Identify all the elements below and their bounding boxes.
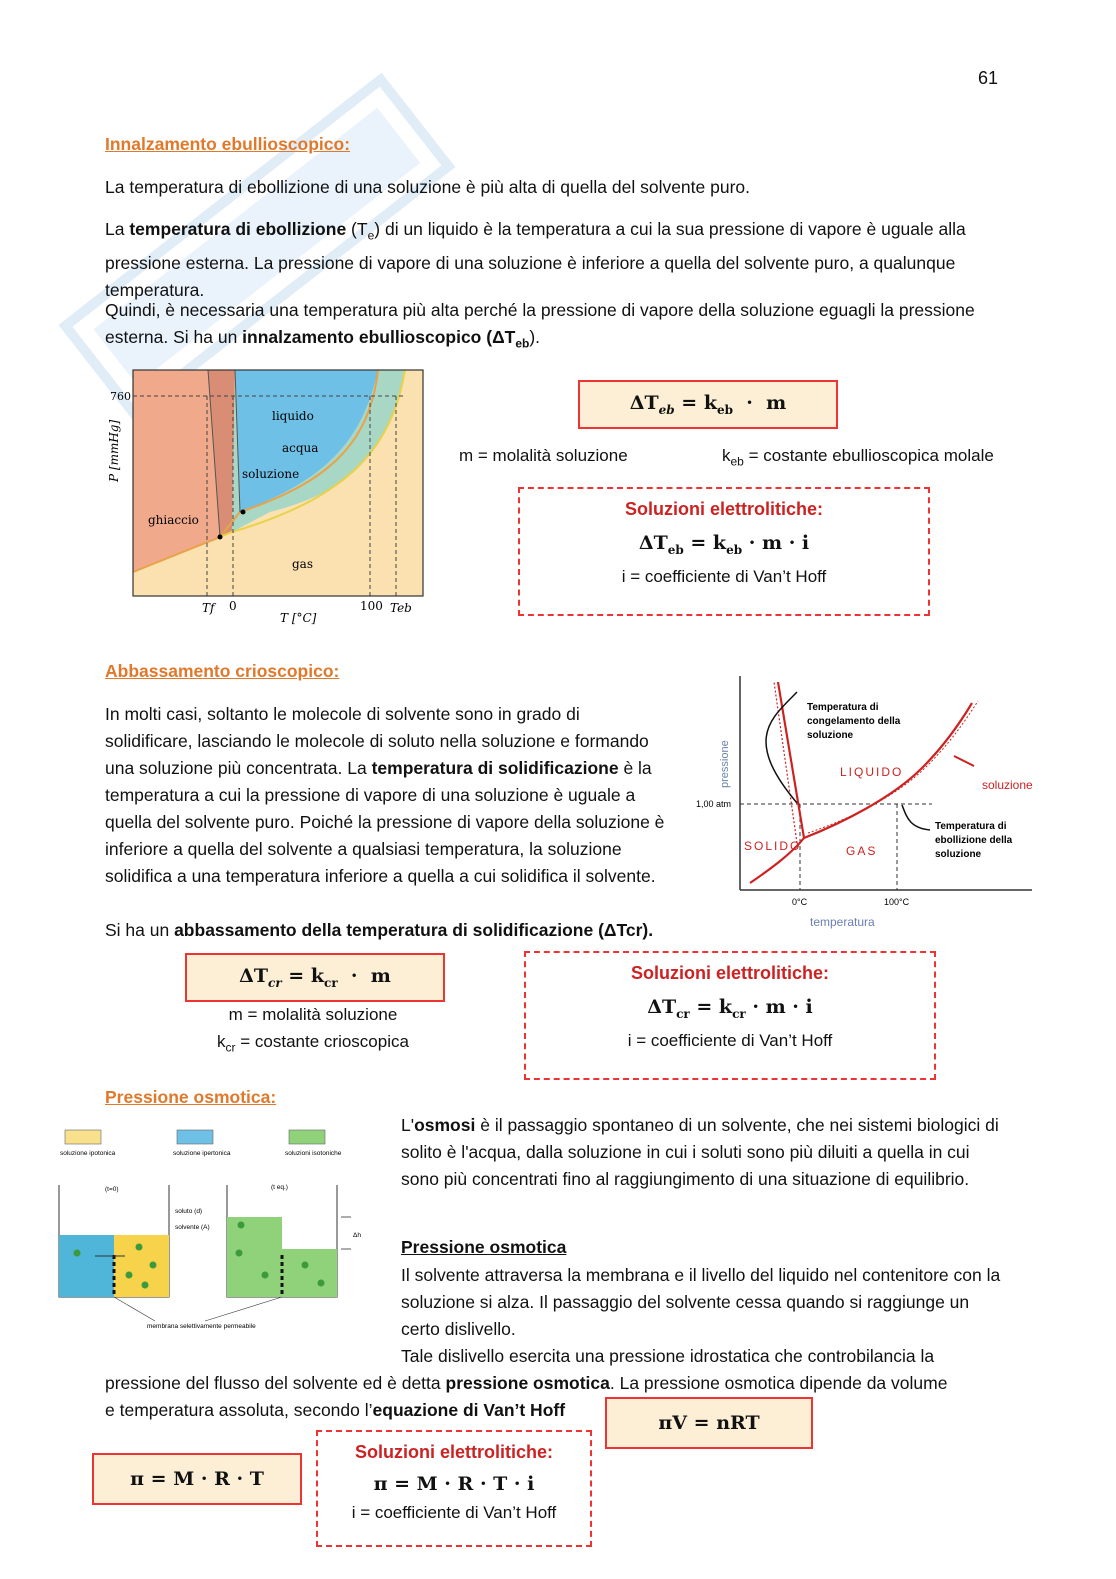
svg-text:soluto (d): soluto (d) — [175, 1208, 203, 1215]
legend-ipotonica: soluzione ipotonica — [60, 1150, 116, 1157]
electrolytic-formula: π = M · R · T · i — [373, 1473, 535, 1495]
electrolytic-title: Soluzioni elettrolitiche: — [354, 1442, 553, 1462]
tick-100c: 100°C — [884, 897, 910, 907]
label-gas: GAS — [846, 844, 878, 858]
legend-m: m = molalità soluzione — [228, 1005, 398, 1024]
electrolytic-formula: $\Delta T_{eb} = k_{eb} \cdot m \cdot i$ — [638, 532, 810, 557]
tick-atm: 1,00 atm — [696, 799, 732, 809]
tick-760: 760 — [110, 390, 131, 403]
electrolytic-title: Soluzioni elettrolitiche: — [630, 963, 829, 983]
paragraph: In molti casi, soltanto le molecole di solvente sono in grado di solidificare, lasciando le molecole di soluto nella soluzione e formando una soluzione più concentrata. La temperatura di solidificazione è la temperatura a cui la pressione di vapore di una soluzione è uguale a quella del solvente puro. Poiché la pressione di vapore della soluzione è inferiore a quella del solvente a qualsiasi temperatura, la soluzione solidifica a una temperatura inferiore a quella a cui solidifica il solvente. — [105, 704, 665, 886]
tick-100: 100 — [360, 599, 383, 613]
label-ghiaccio: ghiaccio — [148, 513, 199, 527]
legend-m: m = molalità soluzione — [459, 446, 628, 465]
label-soluzione: soluzione — [982, 778, 1033, 792]
electrolytic-formula: $\Delta T_{cr} = k_{cr} \cdot m \cdot i$ — [647, 996, 813, 1021]
paragraph: pressione del flusso del solvente ed è detta pressione osmotica. La pressione osmotica dipende da volume — [105, 1373, 948, 1393]
svg-text:ebollizione della: ebollizione della — [935, 835, 1013, 846]
vanthoff-note: i = coefficiente di Van’t Hoff — [627, 1030, 833, 1050]
heading-abbassamento: Abbassamento crioscopico: — [105, 661, 340, 681]
svg-text:soluzione: soluzione — [807, 730, 854, 741]
x-axis-label: temperatura — [810, 915, 875, 929]
tick-0: 0 — [229, 599, 237, 613]
formula-box-osmotic: π = M · R · T — [92, 1453, 302, 1505]
formula-box-cryoscopic: $\Delta T_{cr} = k_{cr} \cdot m$ — [185, 953, 445, 1002]
phase-diagram-cryoscopic — [692, 668, 1042, 938]
tick-teb: Teb — [390, 601, 412, 615]
vanthoff-note: i = coefficiente di Van’t Hoff — [621, 566, 827, 586]
svg-text:congelamento della: congelamento della — [807, 716, 901, 727]
vanthoff-note: i = coefficiente di Van’t Hoff — [351, 1503, 557, 1522]
svg-text:(t=0): (t=0) — [105, 1186, 119, 1193]
page-number: 61 — [978, 68, 999, 88]
y-axis-label: P [mmHg] — [107, 419, 121, 482]
electrolytic-box-cryoscopic — [524, 951, 936, 1080]
svg-text:solvente (A): solvente (A) — [175, 1224, 210, 1231]
formula-box-van-t-hoff: πV = nRT — [605, 1397, 813, 1449]
paragraph: Tale dislivello esercita una pressione idrostatica che controbilancia la — [401, 1346, 935, 1366]
label-membrana: membrana selettivamente permeabile — [147, 1323, 256, 1330]
paragraph: La temperatura di ebollizione $(T_e)$ di un liquido è la temperatura a cui la sua pressione di vapore è uguale alla pressione esterna. La pressione di vapore di una soluzione è inferiore a quella del solvente puro, a qualunque temperatura. — [105, 219, 966, 300]
svg-text:Δh: Δh — [353, 1232, 361, 1239]
y-axis-label: pressione — [719, 740, 731, 788]
heading-innalzamento: Innalzamento ebullioscopico: — [105, 134, 351, 154]
label-soluzione: soluzione — [242, 467, 300, 481]
subheading-pressione-osmotica: Pressione osmotica — [401, 1237, 567, 1257]
paragraph: L'osmosi è il passaggio spontaneo di un solvente, che nei sistemi biologici di solito è l'acqua, dalla soluzione in cui i soluti sono più diluiti a quella in cui sono più concentrati fino al raggiungimento di una situazione di equilibrio. — [401, 1115, 999, 1189]
svg-text:soluzione: soluzione — [935, 849, 982, 860]
svg-text:(t eq.): (t eq.) — [271, 1184, 288, 1191]
tick-0c: 0°C — [792, 897, 808, 907]
x-axis-label: T [°C] — [280, 611, 317, 625]
electrolytic-box-ebullioscopic — [518, 487, 930, 616]
paragraph: La temperatura di ebollizione di una soluzione è più alta di quella del solvente puro. — [105, 177, 751, 197]
label-gas: gas — [292, 557, 313, 571]
phase-diagram-ebullioscopic — [100, 362, 430, 632]
paragraph: Il solvente attraversa la membrana e il livello del liquido nel contenitore con la soluzione si alza. Il passaggio del solvente cessa quando si raggiunge un certo dislivello. — [401, 1265, 1001, 1339]
paragraph: e temperatura assoluta, secondo l’equazione di Van’t Hoff — [105, 1400, 566, 1420]
electrolytic-box-osmotic — [316, 1430, 592, 1547]
heading-pressione-osmotica: Pressione osmotica: — [105, 1087, 277, 1107]
annotation-ebollizione: Temperatura di — [935, 821, 1007, 832]
label-solido: SOLIDO — [744, 839, 802, 853]
legend-ipertonica: soluzione ipertonica — [173, 1150, 231, 1157]
paragraph: Quindi, è necessaria una temperatura più alta perché la pressione di vapore della soluzione eguagli la pressione esterna. Si ha un innalzamento ebullioscopico $(\Delta T_{eb})$. — [105, 300, 975, 351]
label-liquido: liquido — [272, 409, 314, 423]
legend-isotoniche: soluzioni isotoniche — [285, 1150, 342, 1157]
legend-keb: $k_{eb}$ = costante ebullioscopica molale — [722, 446, 994, 469]
formula-box-ebullioscopic: $\Delta T_{eb} = k_{eb} \cdot m$ — [578, 380, 838, 429]
label-acqua: acqua — [282, 441, 319, 455]
paragraph: Si ha un abbassamento della temperatura di solidificazione (ΔTcr). — [105, 920, 654, 940]
tick-tf: Tf — [202, 601, 215, 615]
label-liquido: LIQUIDO — [840, 765, 904, 779]
electrolytic-title: Soluzioni elettrolitiche: — [624, 499, 823, 519]
legend-kcr: $k_{cr}$ = costante crioscopica — [217, 1032, 409, 1055]
annotation-congelamento: Temperatura di — [807, 702, 879, 713]
osmosis-diagram — [55, 1125, 365, 1340]
